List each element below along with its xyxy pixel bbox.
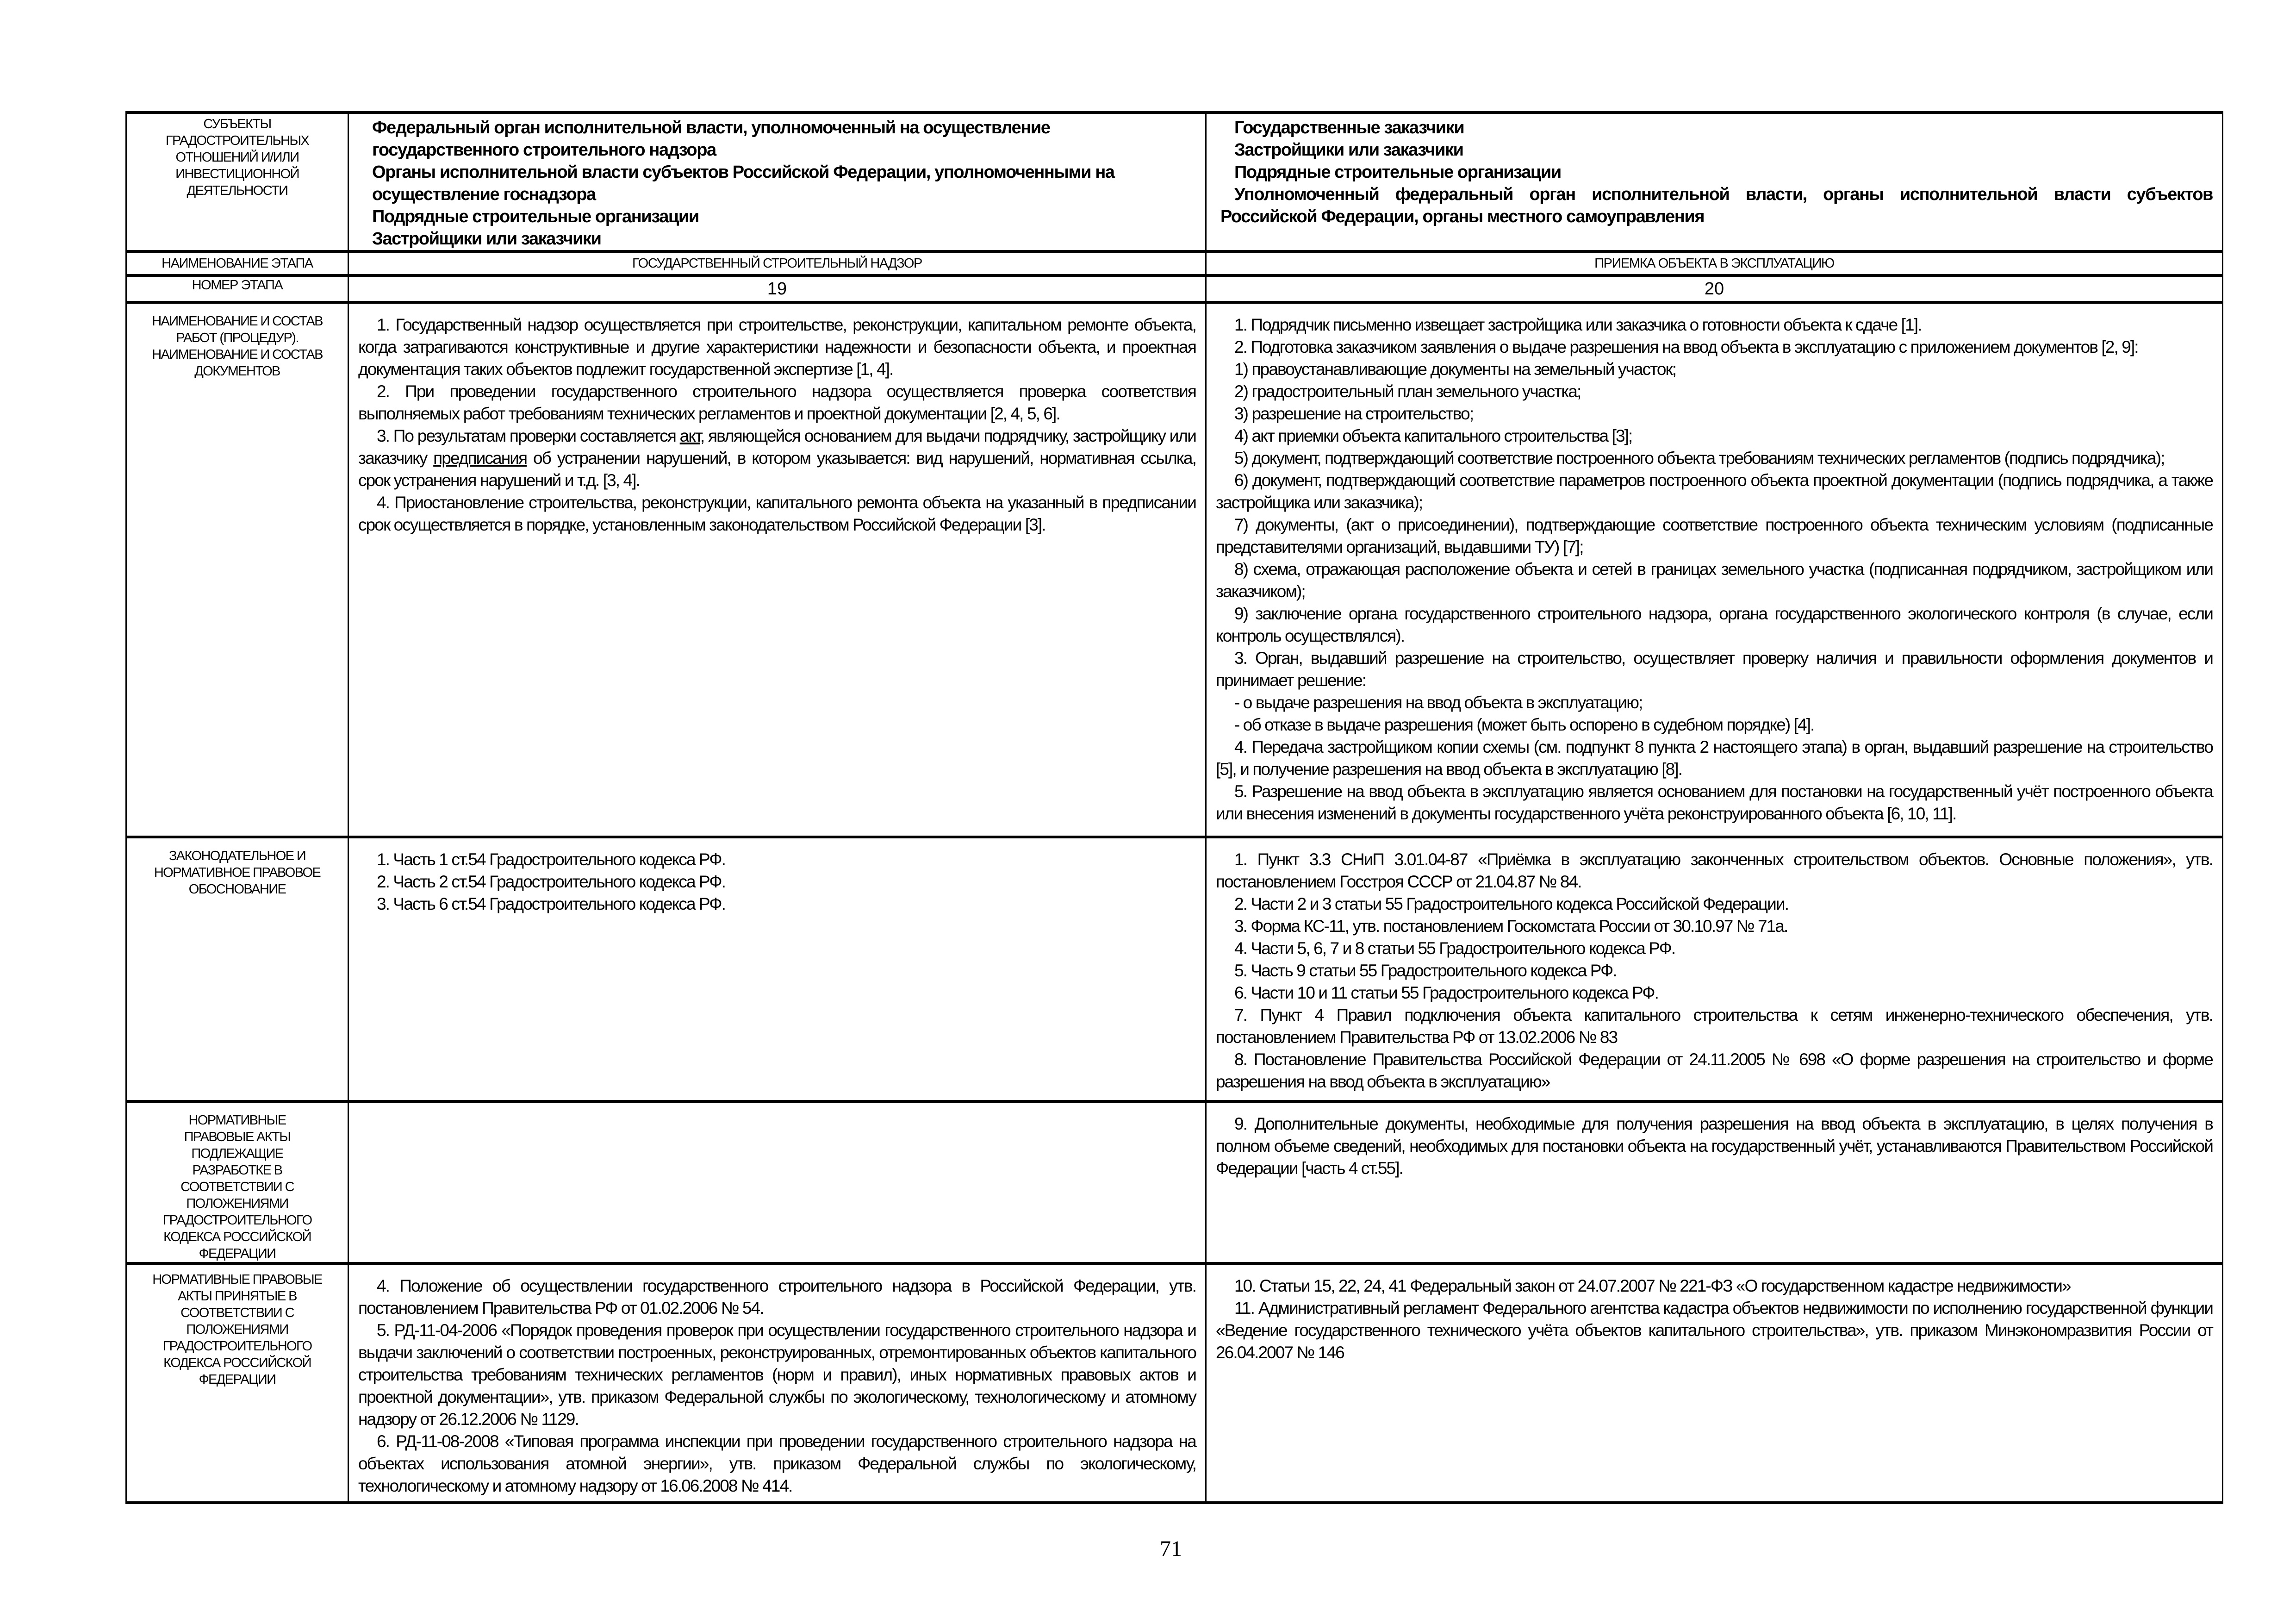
paragraph: 4. Приостановление строительства, реконструкции, капитального ремонта объекта на указанный в предписании срок осуществляется в порядке, установленным законодательством Российской Федерации [3]. — [358, 493, 1196, 534]
paragraph: - об отказе в выдаче разрешения (может быть оспорено в судебном порядке) [4]. — [1234, 715, 1814, 734]
subjects-19 — [349, 114, 1205, 250]
header-line: Застройщики или заказчики — [1234, 140, 1463, 160]
to-develop-row — [126, 1101, 2223, 1263]
works-row — [126, 302, 2223, 837]
header-line: Подрядные строительные организации — [372, 207, 699, 226]
paragraph: 1) правоустанавливающие документы на земельный участок; — [1234, 360, 1676, 379]
header-line: Органы исполнительной власти субъектов Российской Федерации, уполномоченными на осуществление госнадзора — [372, 162, 1114, 204]
works-19 — [349, 304, 1205, 536]
predpisanie-term: предписания — [433, 449, 527, 468]
paragraph: 2) градостроительный план земельного участка; — [1234, 382, 1581, 401]
paragraph: 2. Подготовка заказчиком заявления о выдаче разрешения на ввод объекта в эксплуатацию с приложением документов [2, 9]: — [1234, 337, 2138, 356]
paragraph: 3. Часть 6 ст.54 Градостроительного кодекса РФ. — [377, 894, 726, 913]
stage-number-row — [126, 275, 2223, 302]
paragraph: 5. РД-11-04-2006 «Порядок проведения проверок при осуществлении государственного строительного надзора и выдачи заключений о соответствии построенных, реконструированных, отремонтированных объектов капитального строительства требованиям технических регламентов (норм и правил), иных нормативных правовых актов и проектной документации», утв. приказом Федеральной службы по экологическому, технологическому и атомному надзору от 26.12.2006 № 1129. — [358, 1321, 1196, 1429]
paragraph: 4. Положение об осуществлении государственного строительного надзора в Российской Федерации, утв. постановлением Правительства РФ от 01.02.2006 № 54. — [358, 1276, 1196, 1318]
row-label: НАИМЕНОВАНИЕ И СОСТАВ РАБОТ (ПРОЦЕДУР). НАИМЕНОВАНИЕ И СОСТАВ ДОКУМЕНТОВ — [152, 314, 323, 379]
paragraph: 2. Часть 2 ст.54 Градостроительного кодекса РФ. — [377, 872, 726, 891]
paragraph: - о выдаче разрешения на ввод объекта в эксплуатацию; — [1234, 693, 1643, 712]
paragraph: 6) документ, подтверждающий соответствие параметров построенного объекта проектной документации (подпись подрядчика, а также застройщика или заказчика); — [1216, 471, 2213, 512]
paragraph: 1. Государственный надзор осуществляется при строительстве, реконструкции, капитальном ремонте объекта, когда затрагиваются конструктивные и другие характеристики надежности и безопасности объекта, и проектная документация таких объектов подлежит государственной экспертизе [1, 4]. — [358, 315, 1196, 379]
header-line: Федеральный орган исполнительной власти, уполномоченный на осуществление государственного строительного надзора — [372, 118, 1050, 160]
paragraph: 6. РД-11-08-2008 «Типовая программа инспекции при проведении государственного строительного надзора на объектах использования атомной энергии», утв. приказом Федеральной службы по экологическому, технологическому и атомному надзору от 16.06.2008 № 414. — [358, 1432, 1196, 1495]
paragraph: 3. Форма КС-11, утв. постановлением Госкомстата России от 30.10.97 № 71а. — [1234, 917, 1788, 936]
paragraph: 1. Пункт 3.3 СНиП 3.01.04-87 «Приёмка в эксплуатацию законченных строительством объектов. Основные положения», утв. постановлением Госстроя СССР от 21.04.87 № 84. — [1216, 850, 2213, 891]
akt-term: акт — [679, 426, 700, 445]
paragraph — [358, 425, 1196, 492]
adopted-row — [126, 1263, 2223, 1503]
paragraph: 11. Административный регламент Федерального агентства кадастра объектов недвижимости по исполнению государственной функции «Ведение государственного технического учёта объектов капитального строительства», утв. приказом Минэкономразвития России от 26.04.2007 № 146 — [1216, 1299, 2213, 1362]
row-label: СУБЪЕКТЫ ГРАДОСТРОИТЕЛЬНЫХ ОТНОШЕНИЙ И/ИЛИ ИНВЕСТИЦИОННОЙ ДЕЯТЕЛЬНОСТИ — [165, 117, 309, 198]
header-line: Государственные заказчики — [1234, 118, 1464, 137]
works-20 — [1207, 304, 2222, 825]
stage-name-row — [126, 251, 2223, 275]
legal-20 — [1207, 838, 2222, 1093]
text: , являющейся основанием для выдачи подрядчику, застройщику или заказчику — [358, 426, 1196, 468]
legal-19 — [349, 838, 1205, 915]
text: об устранении нарушений, в котором указывается: вид нарушений, нормативная ссылка, срок устранения нарушений и т.д. [3, 4]. — [358, 449, 1196, 490]
paragraph: 9. Дополнительные документы, необходимые для получения разрешения на ввод объекта в эксплуатацию, в целях получения в полном объеме сведений, необходимых для постановки объекта на государственный учёт, устанавливаются Правительством Российской Федерации [часть 4 ст.55]. — [1216, 1114, 2213, 1178]
to-develop-20 — [1207, 1103, 2222, 1180]
stage-name-20: ПРИЕМКА ОБЪЕКТА В ЭКСПЛУАТАЦИЮ — [1594, 256, 1834, 271]
paragraph: 7) документы, (акт о присоединении), подтверждающие соответствие построенного объекта техническим условиям (подписанные представителями организаций, выдавшими ТУ) [7]; — [1216, 515, 2213, 556]
row-label: НОРМАТИВНЫЕ ПРАВОВЫЕ АКТЫ ПОДЛЕЖАЩИЕ РАЗРАБОТКЕ В СООТВЕТСТВИИ С ПОЛОЖЕНИЯМИ ГРАДОСТРОИТЕЛЬНОГО КОДЕКСА РОССИЙСКОЙ ФЕДЕРАЦИИ — [162, 1113, 312, 1261]
stages-table — [125, 111, 2223, 1504]
paragraph: 8. Постановление Правительства Российской Федерации от 24.11.2005 № 698 «О форме разрешения на строительство и форме разрешения на ввод объекта в эксплуатацию» — [1216, 1050, 2213, 1091]
header-line: Уполномоченный федеральный орган исполнительной власти, органы исполнительной власти субъектов Российской Федерации, органы местного самоуправления — [1220, 185, 2213, 226]
paragraph: 10. Статьи 15, 22, 24, 41 Федеральный закон от 24.07.2007 № 221-ФЗ «О государственном кадастре недвижимости» — [1234, 1276, 2071, 1295]
text: 3. По результатам проверки составляется — [377, 426, 680, 445]
paragraph: 8) схема, отражающая расположение объекта и сетей в границах земельного участка (подписанная подрядчиком, застройщиком или заказчиком); — [1216, 560, 2213, 601]
subjects-row — [126, 112, 2223, 251]
header-line: Подрядные строительные организации — [1234, 162, 1561, 182]
paragraph: 6. Части 10 и 11 статьи 55 Градостроительного кодекса РФ. — [1234, 983, 1658, 1002]
row-label: ЗАКОНОДАТЕЛЬНОЕ И НОРМАТИВНОЕ ПРАВОВОЕ ОБОСНОВАНИЕ — [154, 849, 321, 897]
paragraph: 5. Часть 9 статьи 55 Градостроительного кодекса РФ. — [1234, 961, 1617, 980]
subjects-20 — [1207, 114, 2222, 228]
paragraph: 1. Часть 1 ст.54 Градостроительного кодекса РФ. — [377, 850, 726, 869]
header-line: Застройщики или заказчики — [372, 229, 601, 249]
paragraph: 3) разрешение на строительство; — [1234, 404, 1474, 423]
paragraph: 2. При проведении государственного строительного надзора осуществляется проверка соответствия выполняемых работ требованиям технических регламентов и проектной документации [2, 4, 5, 6]. — [358, 382, 1196, 423]
legal-row — [126, 837, 2223, 1101]
row-label: НОМЕР ЭТАПА — [192, 278, 283, 293]
paragraph: 7. Пункт 4 Правил подключения объекта капитального строительства к сетям инженерно-технического обеспечения, утв. постановлением Правительства РФ от 13.02.2006 № 83 — [1216, 1006, 2213, 1047]
paragraph: 4) акт приемки объекта капитального строительства [3]; — [1234, 426, 1632, 445]
stage-name-19: ГОСУДАРСТВЕННЫЙ СТРОИТЕЛЬНЫЙ НАДЗОР — [632, 256, 922, 271]
paragraph: 1. Подрядчик письменно извещает застройщика или заказчика о готовности объекта к сдаче [1]. — [1234, 315, 1922, 334]
paragraph: 5. Разрешение на ввод объекта в эксплуатацию является основанием для постановки на государственный учёт построенного объекта или внесения изменений в документы государственного учёта реконструированного объекта [6, 10, 11]. — [1216, 782, 2213, 823]
adopted-19 — [349, 1265, 1205, 1497]
stage-number-20: 20 — [1704, 279, 1724, 299]
paragraph: 4. Передача застройщиком копии схемы (см. подпункт 8 пункта 2 настоящего этапа) в орган, выдавший разрешение на строительство [5], и получение разрешения на ввод объекта в эксплуатацию [8]. — [1216, 737, 2213, 779]
row-label: НАИМЕНОВАНИЕ ЭТАПА — [162, 256, 313, 271]
paragraph: 2. Части 2 и 3 статьи 55 Градостроительного кодекса Российской Федерации. — [1234, 894, 1789, 913]
stage-number-19: 19 — [767, 279, 787, 299]
row-label: НОРМАТИВНЫЕ ПРАВОВЫЕ АКТЫ ПРИНЯТЫЕ В СООТВЕТСТВИИ С ПОЛОЖЕНИЯМИ ГРАДОСТРОИТЕЛЬНОГО КОДЕКСА РОССИЙСКОЙ ФЕДЕРАЦИИ — [152, 1272, 322, 1387]
to-develop-19-empty — [348, 1101, 1206, 1263]
page-number: 71 — [1160, 1537, 1182, 1561]
paragraph: 9) заключение органа государственного строительного надзора, органа государственного экологического контроля (в случае, если контроль осуществлялся). — [1216, 604, 2213, 645]
adopted-20 — [1207, 1265, 2222, 1364]
paragraph: 4. Части 5, 6, 7 и 8 статьи 55 Градостроительного кодекса РФ. — [1234, 939, 1675, 958]
paragraph: 3. Орган, выдавший разрешение на строительство, осуществляет проверку наличия и правильности оформления документов и принимает решение: — [1216, 649, 2213, 690]
paragraph: 5) документ, подтверждающий соответствие построенного объекта требованиям технических регламентов (подпись подрядчика); — [1234, 449, 2165, 468]
